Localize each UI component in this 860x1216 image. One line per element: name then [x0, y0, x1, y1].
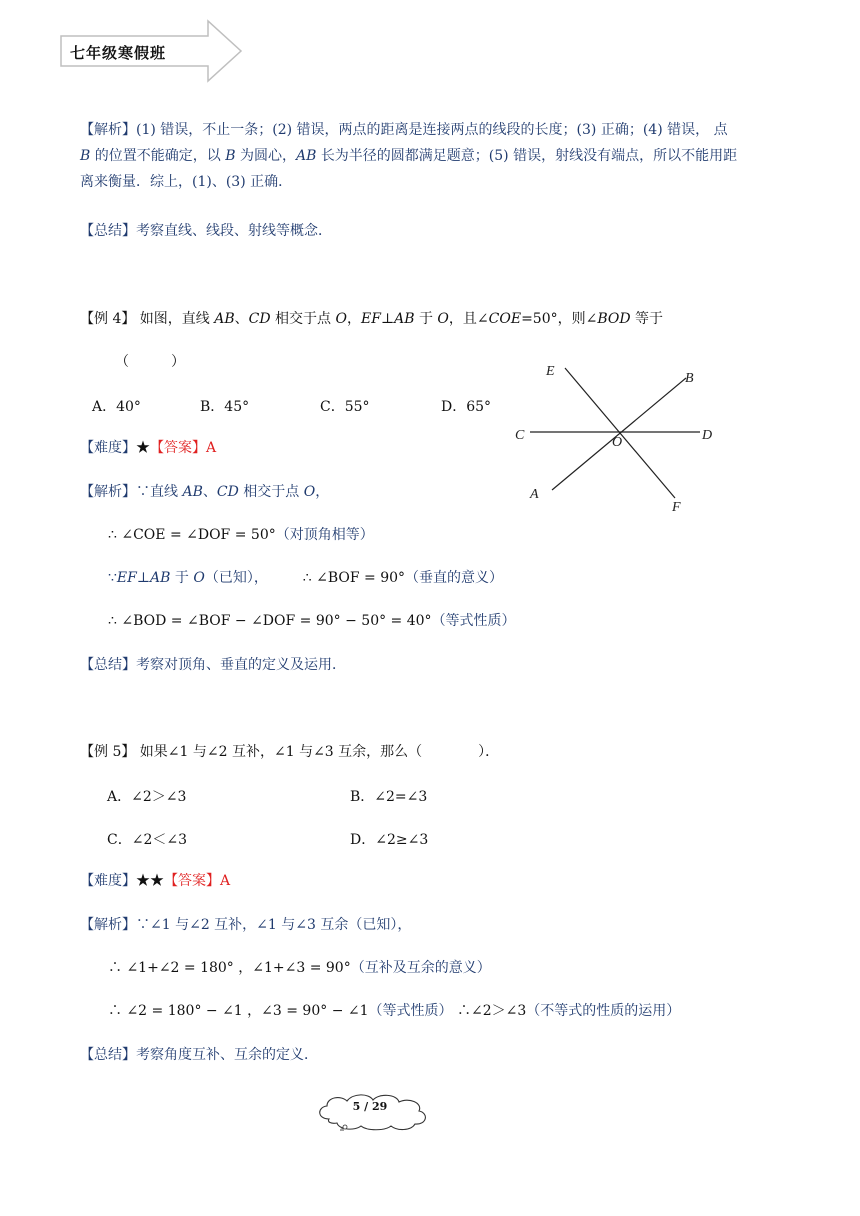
summary-text: 考察直线、线段、射线等概念． — [136, 223, 332, 239]
example5-option-d: D．∠2≥∠3 — [350, 832, 429, 848]
a3-conclusion: ∴∠2＞∠3 — [456, 1003, 527, 1019]
a3-note: （等式性质） — [368, 1003, 453, 1019]
a3-formula: ∴ ∠BOF = 90° — [302, 570, 406, 586]
summary-tag: 【总结】 — [80, 657, 136, 673]
q-cd: CD — [248, 311, 271, 327]
analysis-line-3: 离来衡量．综上，(1)、(3) 正确． — [80, 174, 293, 190]
a4-note: （等式性质） — [431, 613, 516, 629]
q-ab: AB — [214, 311, 235, 327]
label-d: D — [702, 428, 713, 443]
a-text: 相交于点 — [238, 484, 304, 500]
a2-note: （互补及互余的意义） — [350, 960, 491, 976]
block1-analysis — [80, 117, 785, 195]
analysis-line-2c: 为圆心， — [239, 148, 296, 164]
label-b: B — [685, 371, 694, 386]
q-bod: BOD — [597, 311, 631, 327]
q-text: ，且∠ — [448, 311, 489, 327]
a4-formula: ∴ ∠BOD = ∠BOF − ∠DOF = 90° − 50° = 40° — [108, 613, 432, 629]
q-text: ， — [347, 311, 361, 327]
a-o: O — [193, 570, 205, 586]
a3-formula: ∴ ∠2 = 180° − ∠1 ，∠3 = 90° − ∠1 — [108, 1003, 369, 1019]
q-text: ⊥ — [380, 311, 395, 327]
q-text: =50°，则∠ — [521, 311, 598, 327]
a3-note: （垂直的意义） — [405, 570, 504, 586]
a1-text: ∵∠1 与∠2 互补，∠1 与∠3 互余（已知）， — [136, 917, 412, 933]
label-a: A — [530, 487, 539, 502]
example5-summary — [80, 1045, 318, 1065]
example5-question-text: 如果∠1 与∠2 互补，∠1 与∠3 互余，那么（ ）． — [135, 744, 500, 760]
point-b: B — [80, 148, 91, 164]
summary-tag: 【总结】 — [80, 1047, 136, 1063]
example5-difficulty-answer — [80, 871, 230, 891]
geometry-figure — [510, 360, 725, 520]
a-text: 于 — [170, 570, 194, 586]
summary-tag: 【总结】 — [80, 223, 136, 239]
example4-analysis-2 — [108, 525, 374, 545]
example5-analysis-2 — [108, 958, 491, 978]
a-text: ∵ — [108, 570, 117, 586]
q-text: 于 — [414, 311, 438, 327]
q-text: 相交于点 — [270, 311, 336, 327]
analysis-line-2a: 的位置不能确定，以 — [94, 148, 221, 164]
block1-summary — [80, 221, 332, 241]
example4-difficulty-answer — [80, 438, 216, 458]
answer-value: A — [220, 873, 231, 889]
line-ab — [552, 378, 686, 490]
difficulty-tag: 【难度】 — [80, 440, 136, 456]
answer-tag: 【答案】 — [164, 873, 220, 889]
answer-tag: 【答案】 — [150, 440, 206, 456]
a-text: 、 — [202, 484, 217, 500]
example4-tag: 【例 4】 — [80, 311, 136, 327]
q-text: 、 — [234, 311, 249, 327]
a-text: ∵直线 — [136, 484, 183, 500]
example4-question — [80, 309, 663, 329]
example5-analysis-1 — [80, 915, 411, 935]
example4-summary — [80, 655, 346, 675]
answer-value: A — [206, 440, 217, 456]
analysis-line-2d: 长为半径的圆都满足题意；(5) 错误，射线没有端点，所以不能用距 — [320, 148, 738, 164]
a2-note: （对顶角相等） — [275, 527, 374, 543]
q-o: O — [437, 311, 449, 327]
difficulty-stars: ★ — [136, 440, 150, 456]
example4-option-d: D．65° — [441, 399, 492, 415]
example4-blank: （ ） — [115, 354, 185, 370]
example4-option-c: C．55° — [320, 399, 370, 415]
label-f: F — [672, 500, 681, 515]
page-number: 5 / 29 — [352, 1100, 388, 1113]
label-o: O — [612, 435, 623, 450]
example4-analysis-3 — [108, 568, 503, 588]
q-coe: COE — [488, 311, 522, 327]
q-ef: EF — [361, 311, 381, 327]
difficulty-tag: 【难度】 — [80, 873, 136, 889]
q-text: 等于 — [630, 311, 664, 327]
header-title: 七年级寒假班 — [70, 44, 167, 62]
example5-tag: 【例 5】 — [80, 744, 136, 760]
example5-option-a: A．∠2＞∠3 — [107, 789, 187, 805]
summary-text: 考察角度互补、互余的定义． — [136, 1047, 318, 1063]
a-text: ， — [315, 484, 330, 500]
example5-option-c: C．∠2＜∠3 — [107, 832, 187, 848]
analysis-tag: 【解析】 — [80, 122, 136, 138]
a-ab: AB — [182, 484, 203, 500]
a3-note2: （不等式的性质的运用） — [526, 1003, 681, 1019]
q-text: 如图，直线 — [135, 311, 215, 327]
a-o: O — [303, 484, 316, 500]
example4-option-b: B．45° — [200, 399, 250, 415]
difficulty-stars: ★★ — [136, 873, 164, 889]
example5-option-b: B．∠2=∠3 — [350, 789, 428, 805]
example5-analysis-3 — [108, 1001, 680, 1021]
point-b2: B — [225, 148, 236, 164]
a2-formula: ∴ ∠1+∠2 = 180° ，∠1+∠3 = 90° — [108, 960, 351, 976]
a-text: ⊥ — [136, 570, 151, 586]
a2-formula: ∴ ∠COE = ∠DOF = 50° — [108, 527, 276, 543]
example5-question — [80, 742, 499, 762]
segment-ab: AB — [295, 148, 317, 164]
label-c: C — [515, 428, 525, 443]
label-e: E — [546, 364, 555, 379]
a-cd: CD — [216, 484, 239, 500]
a-text: （已知）， — [204, 570, 268, 586]
example4-analysis-4 — [108, 611, 516, 631]
example4-analysis-1 — [80, 482, 329, 502]
a-ef: EF — [116, 570, 137, 586]
q-o: O — [335, 311, 347, 327]
analysis-line-1: (1) 错误，不止一条；(2) 错误，两点的距离是连接两点的线段的长度；(3) 正确；(4) 错误， 点 — [136, 122, 728, 138]
example4-option-a: A．40° — [92, 399, 141, 415]
summary-text: 考察对顶角、垂直的定义及运用． — [136, 657, 346, 673]
analysis-tag: 【解析】 — [80, 484, 136, 500]
a-ab: AB — [150, 570, 171, 586]
q-ab: AB — [394, 311, 415, 327]
line-ef — [565, 368, 675, 498]
analysis-tag: 【解析】 — [80, 917, 136, 933]
